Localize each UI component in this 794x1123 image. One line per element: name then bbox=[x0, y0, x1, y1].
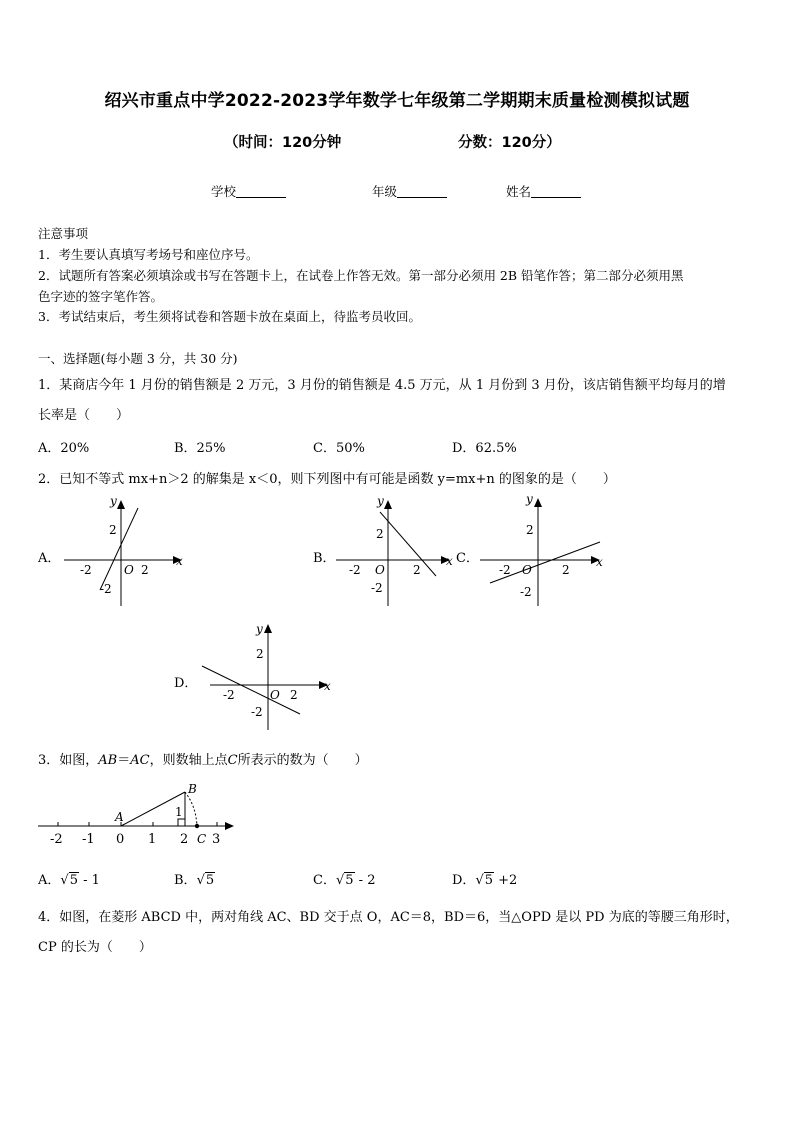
q3-option-a[interactable]: A．√5 - 1 bbox=[38, 873, 100, 888]
q3-option-d[interactable]: D．√5 +2 bbox=[452, 873, 518, 888]
x-axis-label: x bbox=[324, 679, 331, 693]
y-tick-neg2: -2 bbox=[371, 581, 383, 595]
exam-time: （时间：120分钟 bbox=[224, 135, 342, 151]
tick-label: 1 bbox=[148, 832, 157, 847]
q2-graph-c[interactable] bbox=[476, 490, 606, 608]
grade-field bbox=[372, 182, 447, 200]
notice-item-2b: 色字迹的签字笔作答。 bbox=[38, 289, 164, 304]
q3-text: 3．如图，AB＝AC，则数轴上点C所表示的数为（ ） bbox=[38, 753, 368, 768]
tick-label: 0 bbox=[116, 832, 125, 847]
point-a-label: A bbox=[115, 810, 124, 824]
q2-option-c-label[interactable]: C． bbox=[456, 551, 479, 566]
y-tick-neg2: -2 bbox=[520, 585, 532, 599]
exam-title: 绍兴市重点中学2022-2023学年数学七年级第二学期期末质量检测模拟试题 bbox=[104, 91, 690, 111]
q2-text: 2．已知不等式 mx+n＞2 的解集是 x＜0，则下列图中有可能是函数 y=mx+n 的图象的是（ ） bbox=[38, 472, 616, 487]
y-axis-label: y bbox=[526, 492, 533, 506]
q1-option-d[interactable]: D．62.5% bbox=[452, 441, 517, 456]
origin-label: O bbox=[124, 563, 134, 577]
sqrt-icon: √5 bbox=[475, 873, 494, 888]
school-field bbox=[211, 182, 286, 200]
x-axis-label: x bbox=[176, 554, 183, 568]
school-label: 学校 bbox=[211, 184, 237, 199]
grade-label: 年级 bbox=[372, 184, 398, 199]
q2-graph-d[interactable] bbox=[196, 618, 336, 732]
q4-line1: 4．如图，在菱形 ABCD 中，两对角线 AC、BD 交于点 O，AC＝8，BD＝6，当△OPD 是以 PD 为底的等腰三角形时， bbox=[38, 910, 739, 925]
y-tick-2: 2 bbox=[109, 523, 117, 537]
school-blank[interactable] bbox=[236, 185, 286, 198]
q1-line2: 长率是（ ） bbox=[38, 408, 130, 423]
q2-option-b-label[interactable]: B． bbox=[313, 551, 336, 566]
x-tick-neg2: -2 bbox=[223, 688, 235, 702]
y-tick-2: 2 bbox=[256, 647, 264, 661]
notice-heading: 注意事项 bbox=[38, 226, 89, 241]
q1-option-a[interactable]: A．20% bbox=[38, 441, 90, 456]
origin-label: O bbox=[522, 563, 532, 577]
q2-graph-b[interactable] bbox=[332, 494, 462, 612]
section-heading: 一、选择题(每小题 3 分，共 30 分) bbox=[38, 351, 238, 366]
tick-label: -1 bbox=[82, 832, 95, 847]
y-axis-label: y bbox=[110, 494, 117, 508]
notice-item-1: 1．考生要认真填写考场号和座位序号。 bbox=[38, 247, 259, 262]
y-axis-label: y bbox=[377, 494, 384, 508]
q2-option-d-label[interactable]: D． bbox=[174, 676, 198, 691]
x-tick-2: 2 bbox=[290, 688, 298, 702]
x-tick-2: 2 bbox=[141, 563, 149, 577]
sqrt-icon: √5 bbox=[196, 873, 215, 888]
q3-number-line-figure bbox=[36, 778, 240, 848]
x-tick-neg2: -2 bbox=[80, 563, 92, 577]
q1-line1: 1．某商店今年 1 月份的销售额是 2 万元，3 月份的销售额是 4.5 万元，从 1 月份到 3 月份，该店销售额平均每月的增 bbox=[38, 378, 726, 393]
x-tick-neg2: -2 bbox=[349, 563, 361, 577]
x-tick-2: 2 bbox=[562, 563, 570, 577]
sqrt-icon: √5 bbox=[335, 873, 354, 888]
y-axis-label: y bbox=[256, 622, 263, 636]
grade-blank[interactable] bbox=[397, 185, 447, 198]
height-label: 1 bbox=[175, 805, 183, 819]
tick-label: -2 bbox=[50, 832, 63, 847]
point-b-label: B bbox=[188, 782, 197, 796]
x-tick-2: 2 bbox=[413, 563, 421, 577]
x-tick-neg2: -2 bbox=[499, 563, 511, 577]
q2-option-a-label[interactable]: A． bbox=[38, 551, 61, 566]
q1-option-c[interactable]: C．50% bbox=[313, 441, 365, 456]
point-c-label: C bbox=[197, 832, 207, 846]
tick-label: 2 bbox=[180, 832, 189, 847]
y-tick-2: 2 bbox=[376, 527, 384, 541]
y-tick-neg2: -2 bbox=[251, 705, 263, 719]
y-tick-neg2: -2 bbox=[100, 582, 112, 596]
name-field bbox=[506, 182, 581, 200]
x-axis-label: x bbox=[446, 554, 453, 568]
notice-item-2a: 2．试题所有答案必须填涂或书写在答题卡上，在试卷上作答无效。第一部分必须用 2B 铅笔作答；第二部分必须用黑 bbox=[38, 268, 684, 283]
tick-label: 3 bbox=[212, 832, 221, 847]
notice-item-3: 3．考试结束后，考生须将试卷和答题卡放在桌面上，待监考员收回。 bbox=[38, 309, 421, 324]
y-tick-2: 2 bbox=[526, 523, 534, 537]
q3-option-b[interactable]: B．√5 bbox=[174, 873, 215, 888]
x-axis-label: x bbox=[596, 555, 603, 569]
sqrt-icon: √5 bbox=[60, 873, 78, 888]
origin-label: O bbox=[375, 563, 385, 577]
q1-option-b[interactable]: B．25% bbox=[174, 441, 226, 456]
origin-label: O bbox=[270, 688, 280, 702]
name-label: 姓名 bbox=[506, 184, 532, 199]
q3-option-c[interactable]: C．√5 - 2 bbox=[313, 873, 376, 888]
q2-graph-a[interactable] bbox=[58, 494, 188, 612]
q4-line2: CP 的长为（ ） bbox=[38, 940, 152, 955]
name-blank[interactable] bbox=[531, 185, 581, 198]
exam-score: 分数：120分） bbox=[458, 135, 561, 151]
